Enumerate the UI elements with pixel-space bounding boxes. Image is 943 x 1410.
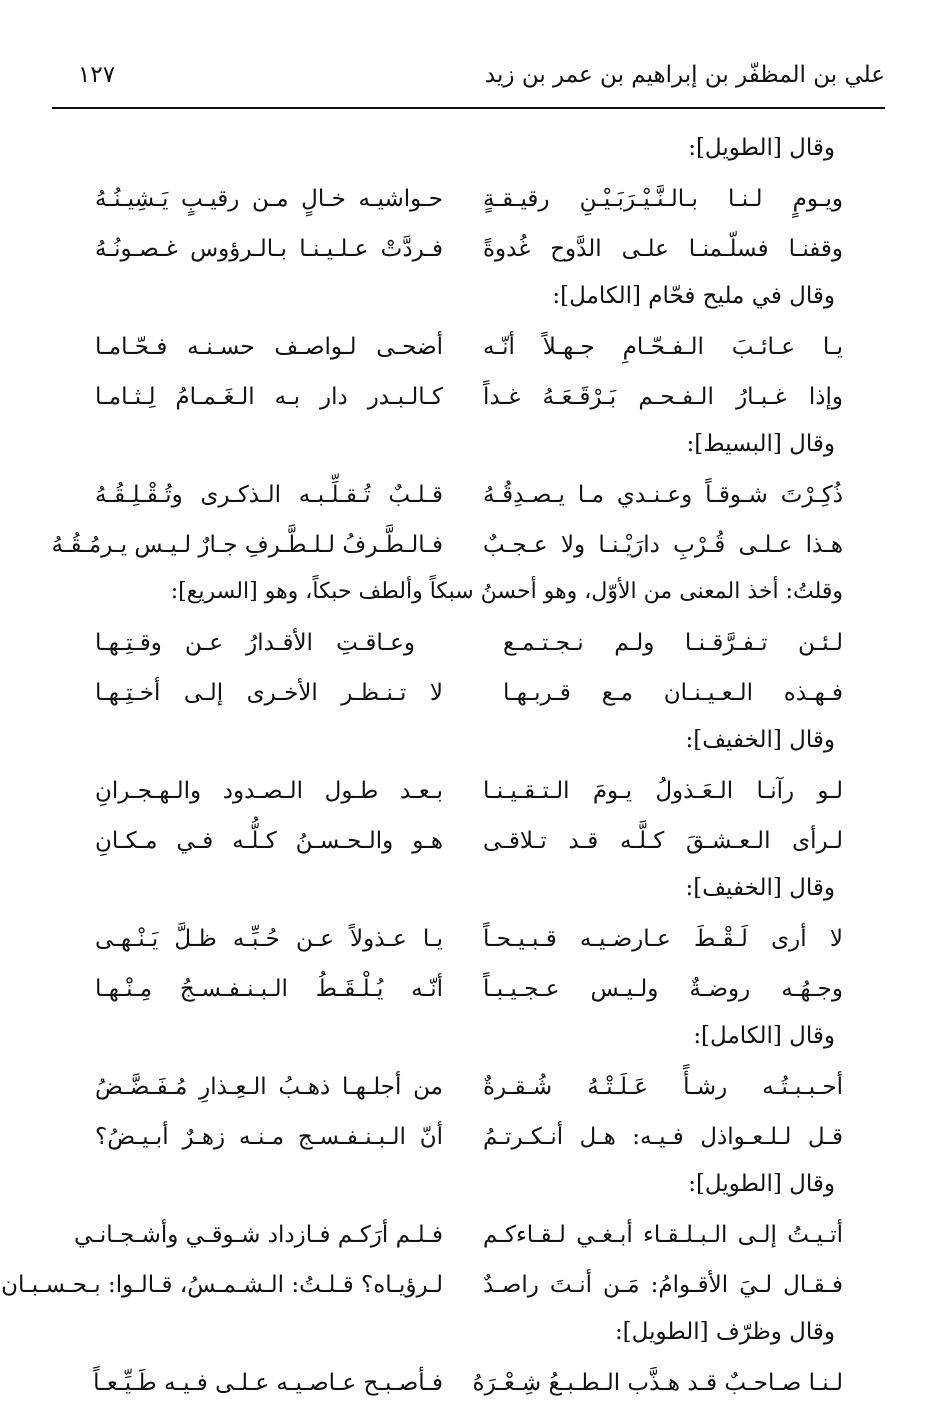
running-header xyxy=(78,62,885,102)
second-hemistich: وعـاقـتِ الأقـدارُ عـن وقـتِـهـا xyxy=(95,630,415,656)
first-hemistich: فـهـذه الـعـيـنـان مـع قـربـهـا xyxy=(503,680,843,706)
second-hemistich: أنّ الـبـنـفـسـج مـنـه زهـرٌ أبـيـضُ؟ xyxy=(95,1124,443,1150)
header-rule xyxy=(52,107,885,109)
first-hemistich: وقفنـا فسلّـمنـا علـى الدَّوح غُدوةً xyxy=(483,236,843,262)
verse-line xyxy=(73,1212,843,1262)
verse-line xyxy=(95,1064,843,1114)
poems-body xyxy=(1,128,843,1410)
verse-line xyxy=(95,1114,843,1164)
verse-line xyxy=(95,176,843,226)
first-hemistich: لـو رآنـا الـعَـذولُ يـومَ الـتـقـيـنـا xyxy=(483,778,843,804)
second-hemistich: فـلـم أرَكـم فـازداد شـوقـي وأشـجـانـي xyxy=(73,1222,443,1248)
verse-line xyxy=(95,768,843,818)
verse-line xyxy=(95,966,843,1016)
second-hemistich: هـو والـحـسـنُ كـلُّـه فـي مـكـانِ xyxy=(95,828,443,854)
poem-intro: وقال [الخفيف]: xyxy=(685,727,835,753)
second-hemistich: من أجلـهـا ذهـبُ الـعِـذارِ مُـفَـضَّـضُ xyxy=(95,1074,443,1100)
first-hemistich: أتـيـتُ إلـى الـبـلـقـاء أبـغـي لـقـاءكـم xyxy=(483,1222,843,1248)
poem-intro: وقال [الكامل]: xyxy=(693,1023,835,1049)
first-hemistich: لـنـا صـاحـبٌ قـد هـذَّب الـطـبـعُ شِـعْـرَهُ xyxy=(472,1370,843,1396)
first-hemistich: وإذا غـبـارُ الـفـحـم بَـرْقَـعَـهُ غـداً xyxy=(483,384,843,410)
verse-line xyxy=(95,324,843,374)
second-hemistich: فـالـطَّـرفُ لـلـطَّـرفِ جـارٌ لـيـس يـرمُـقُـهُ xyxy=(51,532,443,558)
verse-line xyxy=(95,620,843,670)
second-hemistich: يـا عـذولاً عـن حُـبِّـه ظـلَّ يَـنْـهـى xyxy=(95,926,443,952)
verse-line xyxy=(51,522,843,572)
second-hemistich: كـالـبـدر دار بـه الـغَـمـامُ لِـثـامـا xyxy=(95,384,443,410)
first-hemistich: قـل لـلـعـواذل فـيـه: هـل أنـكـرتـمُ xyxy=(483,1124,843,1150)
second-hemistich: لـرؤيـاه؟ قـلـتُ: الـشـمـسُ، قـالـوا: بـحـسـبـان xyxy=(1,1272,443,1298)
verse-line xyxy=(95,916,843,966)
verse-line xyxy=(95,1360,843,1410)
second-hemistich: حـواشيـه خـالٍ مـن رقيـبٍ يَـشِيـنُـهُ xyxy=(95,186,443,212)
first-hemistich: يـا عـائـبَ الـفـحّـامِ جـهـلاً أنّـه xyxy=(483,334,843,360)
second-hemistich: فـأصـبـح عـاصـيـه عـلـى فـيـه طَـيِّـعـاً xyxy=(93,1370,443,1396)
first-hemistich: أحـبـبـتُـه رشـأً عَـلَـتْـهُ شُـقـرةٌ xyxy=(483,1074,843,1100)
second-hemistich: قـلـبٌ تُـقـلِّـبـه الـذكـرى وتُـقْـلِـقُـهُ xyxy=(95,482,443,508)
first-hemistich: وجـهُـه روضـةٌ ولـيـس عـجـيـبـاً xyxy=(483,976,843,1002)
poem-intro: وقال وظرّف [الطويل]: xyxy=(614,1319,835,1345)
page-number: ١٢٧ xyxy=(78,62,116,88)
first-hemistich: فـقـال لـيَ الأقـوامُ: مَـن أنـتَ راصـدٌ xyxy=(483,1272,843,1298)
verse-line xyxy=(95,818,843,868)
poem-intro: وقال [الطويل]: xyxy=(688,135,835,161)
second-hemistich: لا تـنـظـر الأخـرى إلـى أخـتِـهـا xyxy=(95,680,443,706)
first-hemistich: ذُكِـرْتَ شـوقـاً وعـنـدي مـا يـصـدِقُـهُ xyxy=(483,482,843,508)
first-hemistich: هـذا عـلـى قُـرْبِ دارَيْـنـا ولا عـجـبٌ xyxy=(483,532,843,558)
verse-line xyxy=(95,472,843,522)
poem-intro: وقال في مليح فحّام [الكامل]: xyxy=(552,283,835,309)
poem-intro: وقال [الطويل]: xyxy=(688,1171,835,1197)
second-hemistich: بـعـد طـول الـصـدود والـهـجـرانِ xyxy=(95,778,443,804)
author-note: وقلتُ: أخذ المعنى من الأوّل، وهو أحسنُ سبكاً وألطف حبكاً، وهو [السريع]: xyxy=(170,579,843,604)
second-hemistich: فـردَّتْ عـلـيـنـا بـالـرؤوس غـصـونُـهُ xyxy=(95,236,443,262)
second-hemistich: أضحـى لـواصـف حسـنـه فـحّـامـا xyxy=(95,334,443,360)
verse-line xyxy=(95,670,843,720)
first-hemistich: ويـومٍ لـنـا بـالـنَّـيْـرَبَـيْـنِ رقيـقـةٍ xyxy=(483,186,843,212)
first-hemistich: لا أرى لَـقْـطَ عـارضـيـه قـبـيـحـاً xyxy=(483,926,843,952)
header-title: علي بن المظفّر بن إبراهيم بن عمر بن زيد xyxy=(484,62,885,88)
verse-line xyxy=(95,226,843,276)
verse-line xyxy=(95,374,843,424)
verse-line xyxy=(1,1262,843,1312)
second-hemistich: أنّـه يُـلْـقَـطُ الـبـنـفـسـجُ مِـنْـهـا xyxy=(95,976,443,1002)
poem-intro: وقال [الخفيف]: xyxy=(685,875,835,901)
first-hemistich: لـرأى الـعـشـقَ كـلَّـه قـد تـلاقـى xyxy=(483,828,843,854)
first-hemistich: لـئـن تـفـرَّقـنـا ولـم نـجـتـمـع xyxy=(503,630,843,656)
poem-intro: وقال [البسيط]: xyxy=(686,431,835,457)
